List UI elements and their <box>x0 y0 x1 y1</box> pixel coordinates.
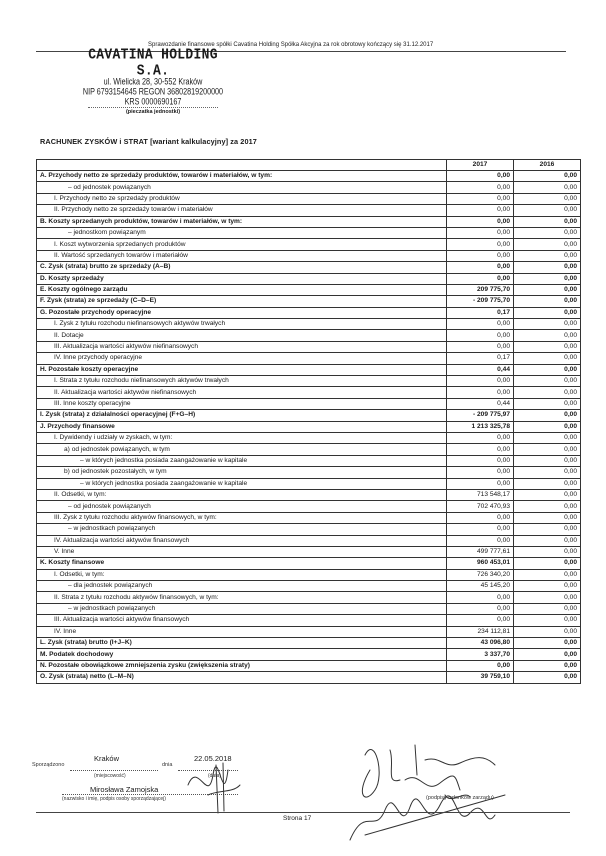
value-2017: 0,00 <box>447 171 514 182</box>
value-2017: 0,00 <box>447 273 514 284</box>
value-2016: 0,00 <box>514 410 581 421</box>
table-row <box>37 524 581 535</box>
row-label: IV. Inne <box>37 626 447 637</box>
value-2016: 0,00 <box>514 284 581 295</box>
stamp-ids: NIP 6793154645 REGON 36802819200000 <box>82 85 224 97</box>
table-row <box>37 284 581 295</box>
place-dotted-line <box>70 770 158 771</box>
row-label: – w jednostkach powiązanych <box>37 603 447 614</box>
stamp-address: ul. Wielicka 28, 30-552 Kraków <box>103 75 203 87</box>
row-label: – w których jednostka posiada zaangażowanie w kapitale <box>37 455 447 466</box>
value-2016: 0,00 <box>514 307 581 318</box>
table-row <box>37 296 581 307</box>
value-2016: 0,00 <box>514 444 581 455</box>
row-label: L. Zysk (strata) brutto (I+J–K) <box>37 638 447 649</box>
row-label: I. Odsetki, w tym: <box>37 569 447 580</box>
value-2017: 0,00 <box>447 444 514 455</box>
value-2017: 0,00 <box>447 205 514 216</box>
value-2016: 0,00 <box>514 193 581 204</box>
row-label: a) od jednostek powiązanych, w tym <box>37 444 447 455</box>
value-2016: 0,00 <box>514 341 581 352</box>
preparer-signature-scribble <box>178 755 248 815</box>
value-2017: 0,00 <box>447 524 514 535</box>
value-2016: 0,00 <box>514 512 581 523</box>
table-row <box>37 546 581 557</box>
value-2017: 0,00 <box>447 376 514 387</box>
value-2016: 0,00 <box>514 387 581 398</box>
row-label: II. Przychody netto ze sprzedaży towarów i materiałów <box>37 205 447 216</box>
value-2017: - 209 775,97 <box>447 410 514 421</box>
value-2017: 702 470,93 <box>447 501 514 512</box>
value-2017: 0,00 <box>447 615 514 626</box>
row-label: H. Pozostałe koszty operacyjne <box>37 364 447 375</box>
table-row <box>37 398 581 409</box>
value-2016: 0,00 <box>514 273 581 284</box>
row-label: I. Strata z tytułu rozchodu niefinansowych aktywów trwałych <box>37 376 447 387</box>
table-row <box>37 171 581 182</box>
value-2016: 0,00 <box>514 581 581 592</box>
value-2016: 0,00 <box>514 455 581 466</box>
value-2017: 0,00 <box>447 182 514 193</box>
table-row <box>37 432 581 443</box>
row-label: D. Koszty sprzedaży <box>37 273 447 284</box>
row-label: IV. Inne przychody operacyjne <box>37 353 447 364</box>
header-2017-cell: 2017 <box>447 160 514 171</box>
row-label: I. Dywidendy i udziały w zyskach, w tym: <box>37 432 447 443</box>
value-2016: 0,00 <box>514 489 581 500</box>
table-row <box>37 592 581 603</box>
table-row <box>37 273 581 284</box>
value-2016: 0,00 <box>514 615 581 626</box>
value-2017: 0,00 <box>447 193 514 204</box>
value-2017: 3 337,70 <box>447 649 514 660</box>
row-label: I. Koszt wytworzenia sprzedanych produktów <box>37 239 447 250</box>
table-row <box>37 262 581 273</box>
value-2017: 0,00 <box>447 216 514 227</box>
value-2016: 0,00 <box>514 478 581 489</box>
value-2016: 0,00 <box>514 626 581 637</box>
value-2016: 0,00 <box>514 524 581 535</box>
row-label: III. Aktualizacja wartości aktywów finansowych <box>37 615 447 626</box>
table-row <box>37 455 581 466</box>
value-2017: 0,44 <box>447 398 514 409</box>
table-row <box>37 353 581 364</box>
value-2016: 0,00 <box>514 376 581 387</box>
value-2016: 0,00 <box>514 262 581 273</box>
row-label: II. Aktualizacja wartości aktywów niefinansowych <box>37 387 447 398</box>
row-label: IV. Aktualizacja wartości aktywów finansowych <box>37 535 447 546</box>
table-row <box>37 660 581 671</box>
value-2016: 0,00 <box>514 421 581 432</box>
value-2016: 0,00 <box>514 216 581 227</box>
value-2017: 713 548,17 <box>447 489 514 500</box>
value-2017: 0,00 <box>447 227 514 238</box>
table-row <box>37 569 581 580</box>
table-row <box>37 330 581 341</box>
row-label: – jednostkom powiązanym <box>37 227 447 238</box>
value-2017: 0,17 <box>447 307 514 318</box>
row-label: – od jednostek powiązanych <box>37 182 447 193</box>
row-label: G. Pozostałe przychody operacyjne <box>37 307 447 318</box>
value-2017: 0,00 <box>447 512 514 523</box>
value-2016: 0,00 <box>514 672 581 683</box>
stamp-caption: (pieczatka jednostki) <box>125 109 181 115</box>
value-2016: 0,00 <box>514 182 581 193</box>
company-stamp <box>78 45 228 117</box>
day-label: dnia <box>162 762 173 768</box>
preparer-name: Mirosława Zamojska <box>90 785 159 794</box>
value-2016: 0,00 <box>514 250 581 261</box>
table-header-row <box>37 160 581 171</box>
table-row <box>37 410 581 421</box>
page-number: Strona 17 <box>283 815 312 822</box>
table-row <box>37 512 581 523</box>
value-2016: 0,00 <box>514 205 581 216</box>
table-row <box>37 535 581 546</box>
table-row <box>37 489 581 500</box>
value-2017: 499 777,61 <box>447 546 514 557</box>
row-label: O. Zysk (strata) netto (L–M–N) <box>37 672 447 683</box>
value-2017: 0,00 <box>447 330 514 341</box>
value-2017: 43 096,80 <box>447 638 514 649</box>
value-2016: 0,00 <box>514 319 581 330</box>
row-label: II. Wartość sprzedanych towarów i materiałów <box>37 250 447 261</box>
value-2017: 0,00 <box>447 603 514 614</box>
table-row <box>37 307 581 318</box>
value-2016: 0,00 <box>514 432 581 443</box>
value-2016: 0,00 <box>514 558 581 569</box>
value-2017: - 209 775,70 <box>447 296 514 307</box>
table-row <box>37 239 581 250</box>
value-2017: 209 775,70 <box>447 284 514 295</box>
row-label: II. Strata z tytułu rozchodu aktywów finansowych, w tym: <box>37 592 447 603</box>
header-2016-cell: 2016 <box>514 160 581 171</box>
row-label: B. Koszty sprzedanych produktów, towarów i materiałów, w tym: <box>37 216 447 227</box>
value-2016: 0,00 <box>514 364 581 375</box>
row-label: E. Koszty ogólnego zarządu <box>37 284 447 295</box>
row-label: K. Koszty finansowe <box>37 558 447 569</box>
value-2017: 960 453,01 <box>447 558 514 569</box>
table-row <box>37 478 581 489</box>
table-row <box>37 581 581 592</box>
preparer-caption: (nazwisko i imię, podpis osoby sporządzającej) <box>62 796 166 802</box>
value-2016: 0,00 <box>514 649 581 660</box>
value-2017: 0,00 <box>447 250 514 261</box>
row-label: J. Przychody finansowe <box>37 421 447 432</box>
stamp-company-name: CAVATINA HOLDING S.A. <box>88 45 218 80</box>
row-label: I. Zysk (strata) z działalności operacyjnej (F+G–H) <box>37 410 447 421</box>
value-2017: 0,00 <box>447 467 514 478</box>
board-signatures-scribble <box>345 735 525 845</box>
table-row <box>37 227 581 238</box>
value-2016: 0,00 <box>514 296 581 307</box>
table-row <box>37 376 581 387</box>
document-title: RACHUNEK ZYSKÓW i STRAT [wariant kalkulacyjny] za 2017 <box>40 137 257 146</box>
value-2017: 0,00 <box>447 478 514 489</box>
value-2016: 0,00 <box>514 501 581 512</box>
table-row <box>37 603 581 614</box>
value-2017: 0,00 <box>447 341 514 352</box>
table-row <box>37 649 581 660</box>
value-2017: 1 213 325,78 <box>447 421 514 432</box>
row-label: N. Pozostałe obowiązkowe zmniejszenia zysku (zwiększenia straty) <box>37 660 447 671</box>
value-2017: 39 759,10 <box>447 672 514 683</box>
row-label: – w jednostkach powiązanych <box>37 524 447 535</box>
table-row <box>37 250 581 261</box>
header-label-cell <box>37 160 447 171</box>
value-2017: 45 145,20 <box>447 581 514 592</box>
prepared-label: Sporządzono <box>32 762 65 768</box>
value-2016: 0,00 <box>514 638 581 649</box>
value-2017: 0,44 <box>447 364 514 375</box>
value-2017: 0,00 <box>447 319 514 330</box>
row-label: M. Podatek dochodowy <box>37 649 447 660</box>
row-label: I. Zysk z tytułu rozchodu niefinansowych aktywów trwałych <box>37 319 447 330</box>
table-row <box>37 467 581 478</box>
date-caption: (data) <box>208 773 222 779</box>
value-2016: 0,00 <box>514 660 581 671</box>
table-row <box>37 501 581 512</box>
value-2016: 0,00 <box>514 330 581 341</box>
table-row <box>37 444 581 455</box>
table-row <box>37 193 581 204</box>
footer-rule <box>36 812 570 813</box>
table-row <box>37 421 581 432</box>
place-caption: (miejscowość) <box>94 773 126 779</box>
value-2017: 0,00 <box>447 535 514 546</box>
table-row <box>37 638 581 649</box>
value-2016: 0,00 <box>514 592 581 603</box>
date-value: 22.05.2018 <box>194 754 232 763</box>
table-row <box>37 626 581 637</box>
row-label: III. Inne koszty operacyjne <box>37 398 447 409</box>
table-row <box>37 672 581 683</box>
table-row <box>37 216 581 227</box>
value-2017: 0,00 <box>447 455 514 466</box>
table-row <box>37 205 581 216</box>
row-label: C. Zysk (strata) brutto ze sprzedaży (A–B) <box>37 262 447 273</box>
row-label: II. Odsetki, w tym: <box>37 489 447 500</box>
row-label: b) od jednostek pozostałych, w tym <box>37 467 447 478</box>
row-label: III. Aktualizacja wartości aktywów niefinansowych <box>37 341 447 352</box>
table-row <box>37 319 581 330</box>
value-2017: 0,00 <box>447 239 514 250</box>
value-2016: 0,00 <box>514 239 581 250</box>
value-2017: 0,00 <box>447 262 514 273</box>
value-2017: 726 340,20 <box>447 569 514 580</box>
value-2016: 0,00 <box>514 227 581 238</box>
board-signature-caption: (podpisy członków zarządu) <box>426 795 494 801</box>
row-label: – w których jednostka posiada zaangażowanie w kapitale <box>37 478 447 489</box>
row-label: II. Dotacje <box>37 330 447 341</box>
value-2016: 0,00 <box>514 398 581 409</box>
value-2016: 0,00 <box>514 546 581 557</box>
value-2016: 0,00 <box>514 603 581 614</box>
report-header-line: Sprawozdanie finansowe spółki Cavatina Holding Spółka Akcyjna za rok obrotowy kończący się 31.12.2017 <box>148 42 434 48</box>
value-2016: 0,00 <box>514 535 581 546</box>
value-2017: 0,00 <box>447 660 514 671</box>
stamp-krs: KRS 0000690167 <box>124 95 182 107</box>
table-row <box>37 341 581 352</box>
value-2017: 234 112,81 <box>447 626 514 637</box>
table-row <box>37 615 581 626</box>
row-label: F. Zysk (strata) ze sprzedaży (C–D–E) <box>37 296 447 307</box>
value-2017: 0,00 <box>447 432 514 443</box>
row-label: III. Zysk z tytułu rozchodu aktywów finansowych, w tym: <box>37 512 447 523</box>
table-row <box>37 558 581 569</box>
table-row <box>37 364 581 375</box>
value-2017: 0,00 <box>447 387 514 398</box>
row-label: – dla jednostek powiązanych <box>37 581 447 592</box>
place-value: Kraków <box>94 754 120 763</box>
row-label: A. Przychody netto ze sprzedaży produktów, towarów i materiałów, w tym: <box>37 171 447 182</box>
row-label: I. Przychody netto ze sprzedaży produktów <box>37 193 447 204</box>
value-2017: 0,17 <box>447 353 514 364</box>
row-label: – od jednostek powiązanych <box>37 501 447 512</box>
value-2016: 0,00 <box>514 467 581 478</box>
value-2016: 0,00 <box>514 569 581 580</box>
row-label: V. Inne <box>37 546 447 557</box>
value-2016: 0,00 <box>514 171 581 182</box>
value-2016: 0,00 <box>514 353 581 364</box>
value-2017: 0,00 <box>447 592 514 603</box>
table-row <box>37 182 581 193</box>
income-statement-table <box>36 159 581 684</box>
table-row <box>37 387 581 398</box>
